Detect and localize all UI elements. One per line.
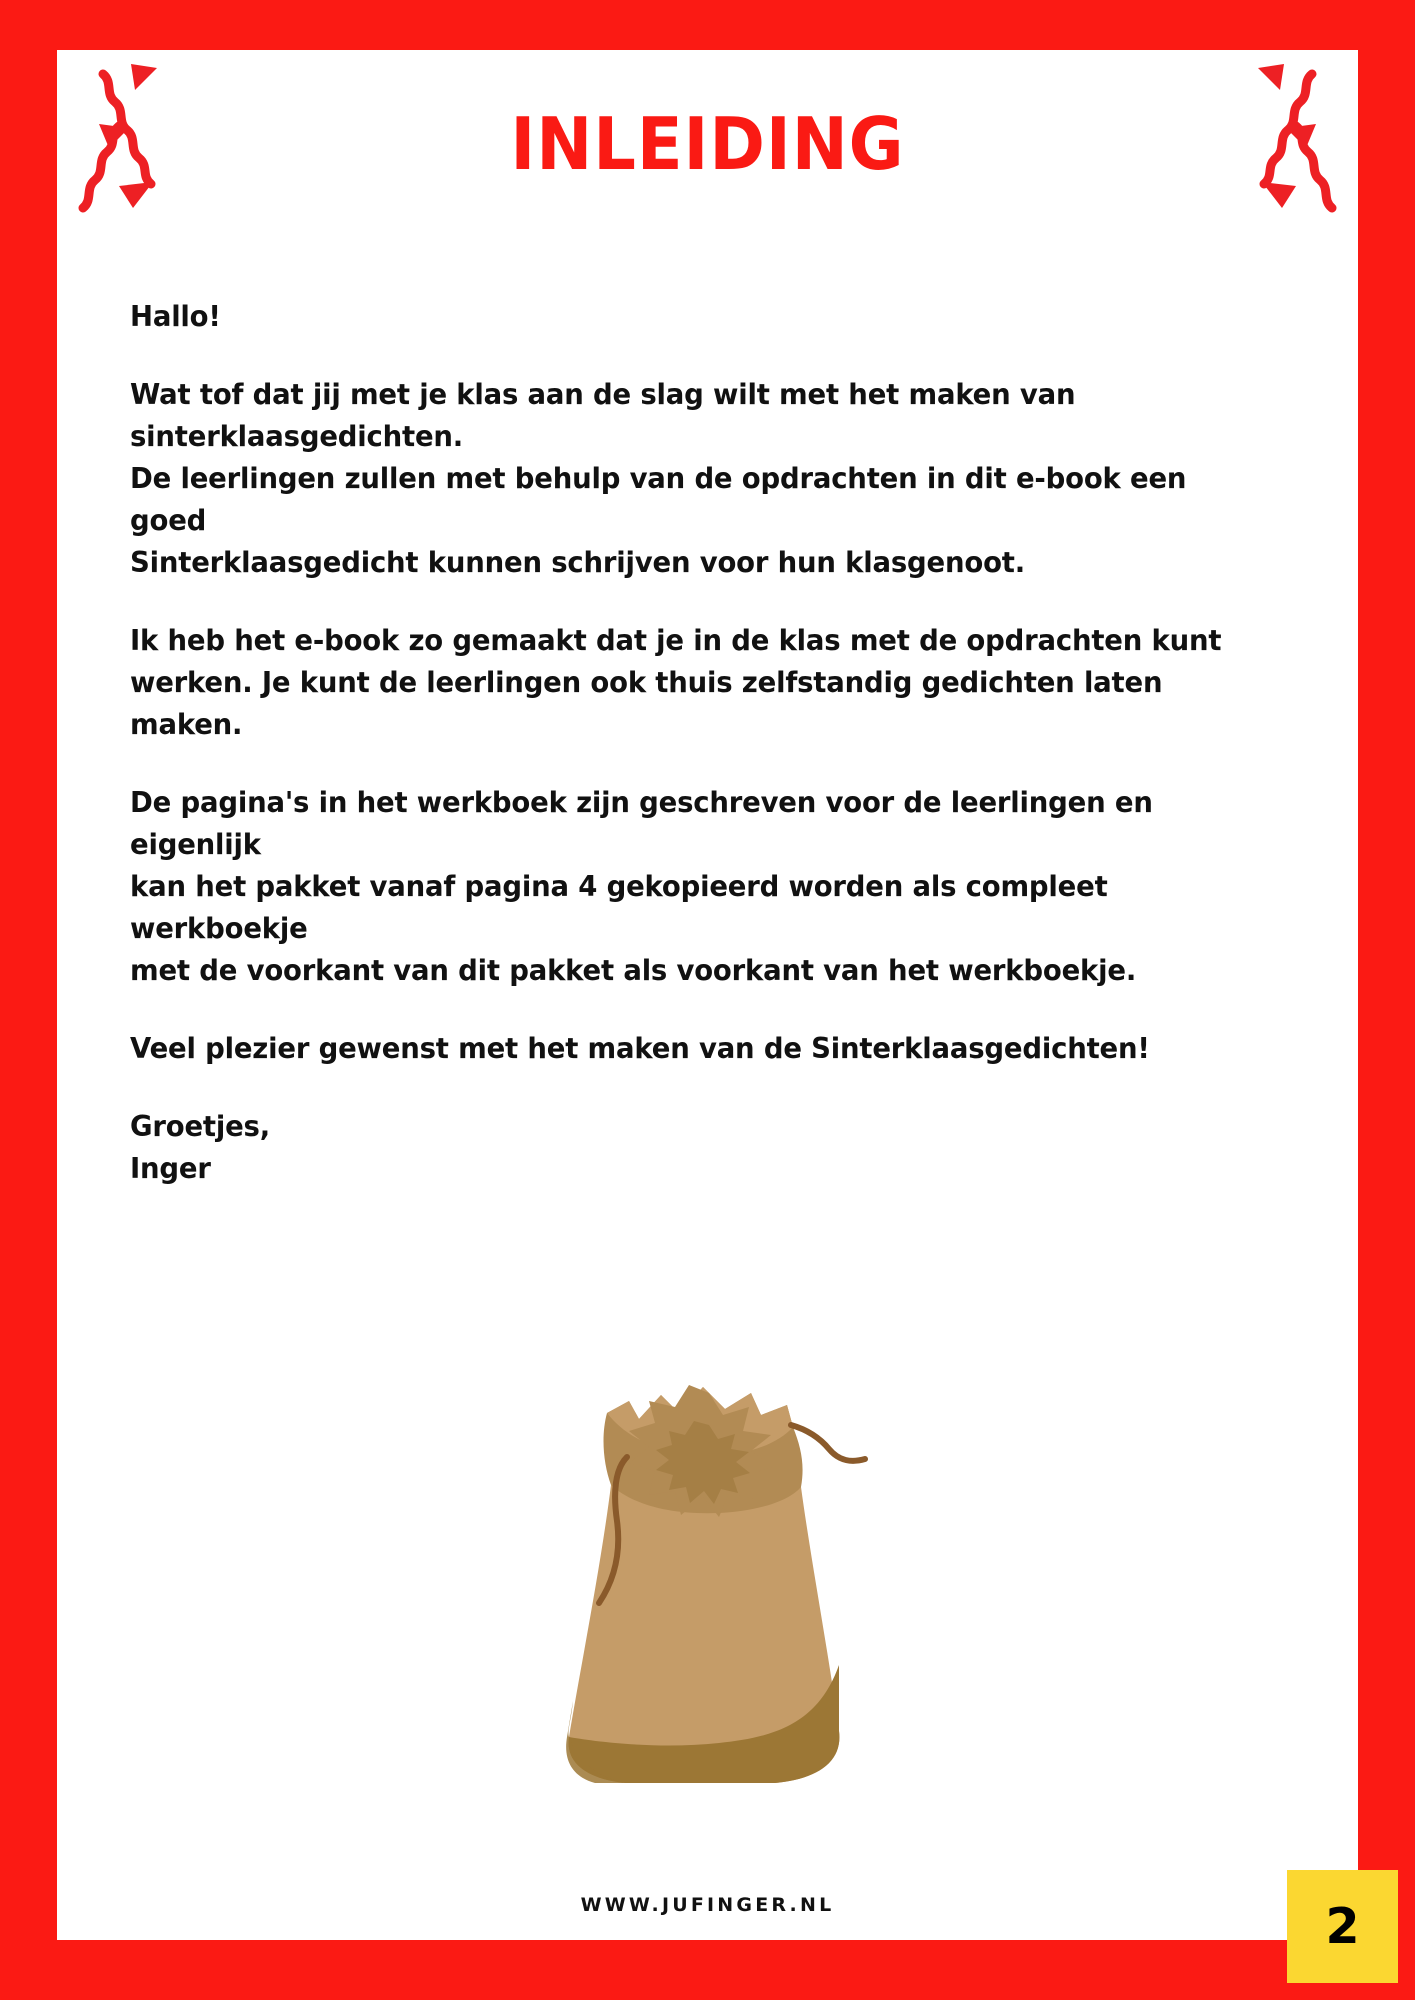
page-number-badge: 2 [1287,1870,1398,1983]
letter-line: Sinterklaasgedicht kunnen schrijven voor hun klasgenoot. [130,546,1025,579]
sinterklaas-sack-icon [543,1365,873,1795]
letter-paragraph-1 [130,374,1230,584]
letter-signature [130,1106,1230,1190]
letter-line: Hallo! [130,300,221,333]
footer-url: WWW.JUFINGER.NL [580,1894,835,1916]
page-title: INLEIDING [510,102,905,186]
letter-line: werken. Je kunt de leerlingen ook thuis zelfstandig gedichten laten maken. [130,666,1163,741]
letter-line: Ik heb het e-book zo gemaakt dat je in de klas met de opdrachten kunt [130,624,1222,657]
letter-line: kan het pakket vanaf pagina 4 gekopieerd worden als compleet werkboekje [130,870,1108,945]
letter-paragraph-4 [130,1028,1230,1070]
letter-body [130,296,1230,1190]
letter-line: De pagina's in het werkboek zijn geschreven voor de leerlingen en eigenlijk [130,786,1153,861]
letter-line: Inger [130,1152,211,1185]
letter-line: Veel plezier gewenst met het maken van de Sinterklaasgedichten! [130,1032,1150,1065]
letter-greeting [130,296,1230,338]
sack-illustration [57,1365,1358,1835]
letter-line: Groetjes, [130,1110,271,1143]
title-band [57,50,1358,240]
letter-line: sinterklaasgedichten. [130,420,464,453]
letter-line: Wat tof dat jij met je klas aan de slag wilt met het maken van [130,378,1076,411]
letter-paragraph-2 [130,620,1230,746]
letter-paragraph-3 [130,782,1230,992]
confetti-decoration-right [1196,56,1346,241]
confetti-right-icon [1196,56,1346,241]
page-sheet [57,50,1358,1940]
letter-line: De leerlingen zullen met behulp van de opdrachten in dit e-book een goed [130,462,1187,537]
letter-line: met de voorkant van dit pakket als voorkant van het werkboekje. [130,954,1137,987]
